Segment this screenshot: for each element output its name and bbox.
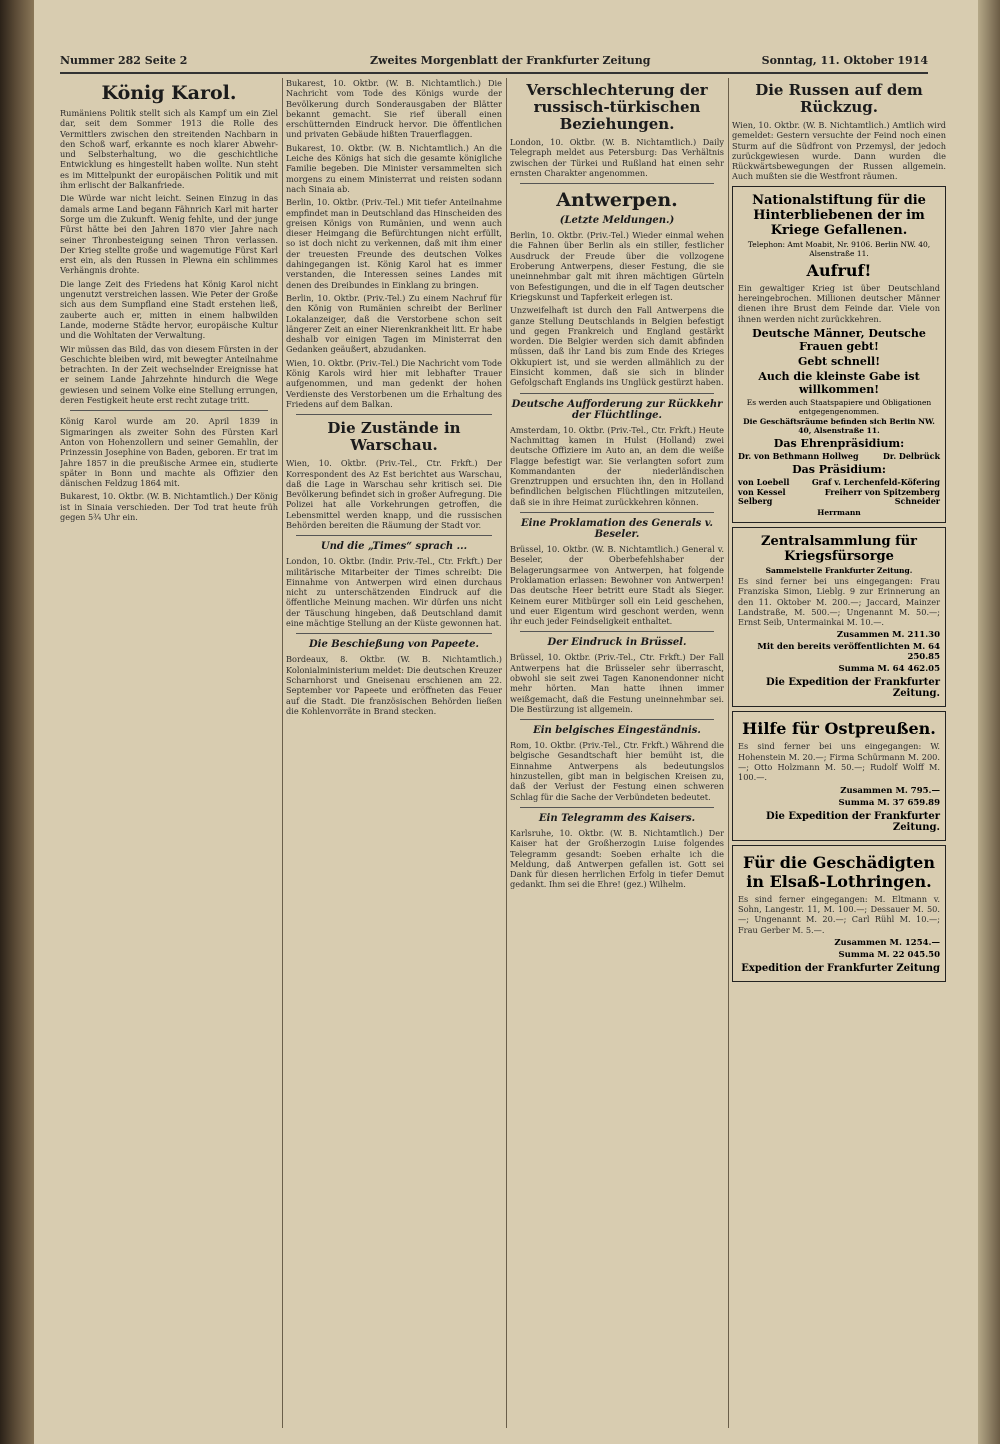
article-paragraph: Bukarest, 10. Oktbr. (W. B. Nichtamtlich.) Der König ist in Sinaia verschieden. Der Tod trat heute früh gegen 5¾ Uhr ein. [60, 491, 278, 522]
ad-name: Schneider [894, 496, 940, 507]
article-paragraph: Berlin, 10. Oktbr. (Priv.-Tel.) Mit tiefer Anteilnahme empfindet man in Deutschland das Hinscheiden des greisen Königs von Rumänien, und wenn auch dieser Heimgang die Befürchtungen nicht erfüllt, so ist doch nicht zu verkennen, daß mit ihm einer der treuesten Freunde des deutschen Volkes dahingegangen ist. König Karol hat es immer verstanden, die Interessen seines Landes mit denen des Dreibundes in Einklang zu bringen. [286, 197, 502, 290]
ad-text: Ein gewaltiger Krieg ist über Deutschland hereingebrochen. Millionen deutscher Männer dienen ihre Brust dem Feinde dar. Viele von ihnen werden nicht zurückkehren. [738, 282, 940, 324]
column-divider [728, 78, 729, 1428]
column-4 [732, 78, 946, 1428]
article-paragraph: Amsterdam, 10. Oktbr. (Priv.-Tel., Ctr. Frkft.) Heute Nachmittag kamen in Hulst (Holland) zwei deutsche Offiziere im Auto an, an dem die weiße Flagge befestigt war. Sie verlangten sofort zum Kommandanten der niederländischen Grenztruppen und ersuchten ihn, den in Holland befindlichen belgischen Flüchtlingen mitzuteilen, daß sie in ihre Heimat zurückkehren können. [510, 424, 724, 507]
ad-name: Graf v. Lerchenfeld-Köfering [811, 477, 940, 488]
ad-ostpreussen [732, 711, 946, 840]
article-paragraph: Die lange Zeit des Friedens hat König Karol nicht ungenutzt verstreichen lassen. Wie Peter der Große sich aus dem Sumpfland eine Stadt erstehen ließ, zauberte auch er, mitten in einem halbwilden Lande, moderne Städte hervor, europäische Kultur und die Wohltaten der Verwaltung. [60, 278, 278, 341]
ad-text: Es sind ferner bei uns eingegangen: W. Hohenstein M. 20.—; Firma Schürmann M. 200.—; Otto Holzmann M. 50.—; Rudolf Wolff M. 100.—. [738, 741, 940, 783]
masthead [60, 54, 928, 70]
ad-kriegsfuersorge [732, 527, 946, 707]
ad-name: von Kessel [738, 486, 786, 497]
ad-office: Die Geschäftsräume befinden sich Berlin NW. 40, Alsenstraße 11. [743, 416, 935, 435]
ad-honor-names [738, 452, 940, 462]
ad-presidium-heading: Das Präsidium: [792, 463, 886, 477]
headline-antwerpen: Antwerpen. [556, 189, 678, 212]
article-paragraph: Karlsruhe, 10. Oktbr. (W. B. Nichtamtlich.) Der Kaiser hat der Großherzogin Luise folgendes Telegramm gesandt: Soeben erhalte ich die Meldung, daß Antwerpen gefallen ist. Gott sei Dank für diesen herrlichen Erfolg in tiefer Demut gedankt. Ihm sei die Ehre! (gez.) Wilhelm. [510, 827, 724, 890]
ad-footer: Expedition der Frankfurter Zeitung [741, 962, 940, 974]
headline-warschau: Die Zustände in Warschau. [327, 419, 461, 455]
headline-russ-tuerk: Verschlechterung der russisch-türkischen Beziehungen. [526, 81, 708, 133]
ad-name: Freiherr von Spitzemberg [824, 486, 940, 497]
ad-name: Herrmann [817, 507, 861, 517]
ad-text: Es sind ferner bei uns eingegangen: Frau Franziska Simon, Lieblg. 9 zur Erinnerung an den 11. Oktober M. 200.—; Jaccard, Mainzer Landstraße, M. 500.—; Ungenannt M. 50.—; Ernst Seib, Untermainkai M. 10.—. [738, 575, 940, 628]
issue-number: Nummer 282 Seite 2 [60, 54, 188, 67]
article-paragraph: Wien, 10. Oktbr. (W. B. Nichtamtlich.) Amtlich wird gemeldet: Gestern versuchte der Feind noch einen Sturm auf die Südfront von Przemysl, der jedoch zurückgewiesen wurde. Dann wurden die Rückwärtsbewegungen der Russen allgemein. Auch mußten sie die Westfront räumen. [732, 120, 946, 182]
ad-appeal: Deutsche Männer, Deutsche Frauen gebt! [752, 326, 926, 353]
newspaper-title: Zweites Morgenblatt der Frankfurter Zeitung [370, 54, 651, 67]
ad-presidium-names [738, 497, 940, 507]
separator [520, 631, 714, 632]
article-paragraph: Die Würde war nicht leicht. Seinen Einzug in das damals arme Land begann Fähnrich Karl mit harter Sorge um die Zukunft. Wenig fehlte, und der junge Fürst hätte bei den Jahren 1870 vier Jahre nach seiner Thronbesteigung seinen Thron verlassen. Der Krieg stellte große und wagemutige Fürst Karl erst ein, als den Russen in Plewna ein schlimmes Verhängnis drohte. [60, 193, 278, 276]
article-paragraph: Rom, 10. Oktbr. (Priv.-Tel., Ctr. Frkft.) Während die belgische Gesandtschaft hier bemüht ist, die Einnahme Antwerpens als bedeutungslos hinzustellen, gibt man in belgischen Kreisen zu, daß der Verlust der Festung einen schweren Schlag für die Sache der Verbündeten bedeutet. [510, 740, 724, 802]
separator [520, 183, 714, 184]
ad-total: Zusammen M. 1254.— [834, 937, 940, 948]
ad-appeal: Auch die kleinste Gabe ist willkommen! [758, 369, 920, 396]
article-paragraph: Berlin, 10. Oktbr. (Priv.-Tel.) Zu einem Nachruf für den König von Rumänien schreibt der Berliner Lokalanzeiger, daß die Verstorbene schon seit längerer Zeit an einer Nierenkrankheit litt. Er habe deshalb vor einigen Tagen im Ministerrat den Gedanken geäußert, abzudanken. [286, 292, 502, 355]
column-3 [510, 78, 724, 1428]
ad-name: Dr. von Bethmann Hollweg [738, 450, 859, 461]
article-paragraph: Wien, 10. Oktbr. (Priv.-Tel., Ctr. Frkft.) Der Korrespondent des Az Est berichtet aus Warschau, daß die Lage in Warschau sehr kritisch sei. Die Bevölkerung befindet sich in großer Aufregung. Die Polizei hat alle Vorkehrungen getroffen, die Lebensmittel werden knapp, und die russischen Behörden bereiten die Räumung der Stadt vor. [286, 458, 502, 530]
ad-prev: Mit den bereits veröffentlichten M. 64 250.85 [757, 642, 940, 663]
article-paragraph: London, 10. Oktbr. (W. B. Nichtamtlich.) Daily Telegraph meldet aus Petersburg: Das Verhältnis zwischen der Türkei und Rußland hat einen sehr ernsten Charakter angenommen. [510, 137, 724, 178]
article-paragraph: Bordeaux, 8. Oktbr. (W. B. Nichtamtlich.) Kolonialministerium meldet: Die deutschen Kreuzer Scharnhorst und Gneisenau erschienen am 22. September vor Papeete und eröffneten das Feuer auf die Stadt. Die französischen Behörden ließen die Kohlenvorräte in Brand stecken. [286, 654, 502, 716]
separator [520, 807, 714, 808]
separator [296, 414, 492, 415]
ad-sum: Summa M. 37 659.89 [838, 797, 940, 808]
ad-sum: Summa M. 22 045.50 [838, 949, 940, 960]
ad-note: Es werden auch Staatspapiere und Obligationen entgegengenommen. [746, 397, 932, 416]
article-paragraph: Rumäniens Politik stellt sich als Kampf um ein Ziel dar, seit dem Sommer 1913 die Rolle des Vermittlers zwischen den streitenden Nachbarn in den Schoß warf, erkannte es noch klarer Abwehr- und Selbsterhaltung, wo die geschichtliche Entwicklung es hingestellt haben wollte. Nun steht es im Mittelpunkt der europäischen Politik und mit ihm erlischt der Balkanfriede. [60, 108, 278, 191]
ad-text: Es sind ferner eingegangen: M. Eltmann v. Sohn, Langestr. 11, M. 100.—; Dessauer M. 50.—; Ungenannt M. 20.—; Carl Rühl M. 10.—; Frau Gerber M. 5.—. [738, 893, 940, 935]
ad-title: Hilfe für Ostpreußen. [742, 719, 936, 739]
separator [520, 393, 714, 394]
headline-bruessel: Der Eindruck in Brüssel. [547, 637, 687, 649]
ad-total: Zusammen M. 795.— [840, 785, 940, 796]
headline-fluechtlinge: Deutsche Aufforderung zur Rückkehr der Flüchtlinge. [511, 398, 723, 421]
ad-contact: Telephon: Amt Moabit, Nr. 9106. Berlin NW. 40, Alsenstraße 11. [747, 239, 931, 258]
headline-times: Und die „Times“ sprach ... [320, 541, 468, 553]
ad-nationalstiftung [732, 186, 946, 523]
separator [520, 512, 714, 513]
headline-papeete: Die Beschießung von Papeete. [308, 639, 480, 651]
ad-honor-heading: Das Ehrenpräsidium: [773, 436, 905, 450]
separator [296, 633, 492, 634]
ad-title: Zentralsammlung für Kriegsfürsorge [760, 533, 918, 564]
article-paragraph: Bukarest, 10. Oktbr. (W. B. Nichtamtlich.) An die Leiche des Königs hat sich die gesamte königliche Familie begeben. Die Minister versammelten sich morgens zu einem Ministerrat und reisten sodann nach Sinaia ab. [286, 142, 502, 194]
masthead-rule [60, 72, 928, 74]
headline-rueckzug: Die Russen auf dem Rückzug. [755, 81, 923, 116]
headline-kaiser: Ein Telegramm des Kaisers. [538, 812, 696, 824]
ad-title: Für die Geschädigten in Elsaß-Lothringen. [743, 852, 935, 891]
separator [296, 535, 492, 536]
page-edge [978, 0, 1000, 1444]
ad-name: Dr. Delbrück [882, 450, 940, 461]
column-divider [506, 78, 507, 1428]
separator [520, 719, 714, 720]
column-2 [286, 78, 502, 1428]
headline-proklamation: Eine Proklamation des Generals v. Beseler. [520, 518, 714, 541]
headline-koenig-karol: König Karol. [101, 82, 237, 104]
article-paragraph: London, 10. Oktbr. (Indir. Priv.-Tel., Ctr. Frkft.) Der militärische Mitarbeiter der Times schreibt: Die Einnahme von Antwerpen wird einen durchaus nicht zu unterschätzenden Eindruck auf die öffentliche Meinung machen. Wir dürfen uns nicht der Täuschung hingeben, daß Deutschland damit eine mächtige Stellung an der Küste gewonnen hat. [286, 556, 502, 629]
book-binding [0, 0, 34, 1444]
ad-footer: Die Expedition der Frankfurter Zeitung. [766, 810, 940, 833]
article-paragraph: König Karol wurde am 20. April 1839 in Sigmaringen als zweiter Sohn des Fürsten Karl Anton von Hohenzollern und seiner Gemahlin, der Prinzessin Josephine von Baden, geboren. Er trat im Jahre 1857 in die preußische Armee ein, studierte später in Bonn und machte als Offizier den dänischen Feldzug 1864 mit. [60, 416, 278, 489]
article-paragraph: Brüssel, 10. Oktbr. (Priv.-Tel., Ctr. Frkft.) Der Fall Antwerpens hat die Brüsseler sehr überrascht, obwohl sie seit zwei Tagen Kanonendonner nicht mehr hörten. Man hatte ihnen immer weißgemacht, daß die Festung uneinnehmbar sei. Die Bestürzung ist allgemein. [510, 652, 724, 714]
article-paragraph: Berlin, 10. Oktbr. (Priv.-Tel.) Wieder einmal wehen die Fahnen über Berlin als ein stiller, festlicher Ausdruck der Freude über die vollzogene Eroberung Antwerpens, dieser Festung, die sie uneinnehmbar galt mit ihren mächtigen Gürteln von Befestigungen, und die in elf Tagen deutscher Kriegskunst und Tapferkeit erlegen ist. [510, 230, 724, 302]
ad-call: Aufruf! [806, 260, 872, 280]
article-paragraph: Brüssel, 10. Oktbr. (W. B. Nichtamtlich.) General v. Beseler, der Oberbefehlshaber der Belagerungsarmee von Antwerpen, hat folgende Proklamation erlassen: Bewohner von Antwerpen! Das deutsche Heer betritt eure Stadt als Sieger. Keinem eurer Mitbürger soll ein Leid geschehen, und euer Eigentum wird geschont werden, wenn ihr euch jeder Feindseligkeit enthaltet. [510, 544, 724, 627]
ad-sum: Summa M. 64 462.05 [838, 664, 940, 675]
ad-subtitle: Sammelstelle Frankfurter Zeitung. [765, 565, 913, 575]
ad-appeal: Gebt schnell! [797, 354, 881, 368]
ad-total: Zusammen M. 211.30 [836, 630, 940, 641]
ad-elsass-lothringen [732, 845, 946, 982]
ad-name: von Loebell [738, 477, 790, 488]
subheadline-letzte-meldungen: (Letzte Meldungen.) [559, 215, 675, 227]
issue-date: Sonntag, 11. Oktober 1914 [761, 54, 928, 67]
headline-eingestaendnis: Ein belgisches Eingeständnis. [533, 725, 701, 737]
ad-title: Nationalstiftung für die Hinterbliebenen der im Kriege Gefallenen. [752, 192, 926, 238]
ad-footer: Die Expedition der Frankfurter Zeitung. [766, 677, 940, 700]
article-paragraph: Bukarest, 10. Oktbr. (W. B. Nichtamtlich.) Die Nachricht vom Tode des Königs wurde der Bevölkerung durch Sonderausgaben der Blätter bekannt gemacht. Sie rief überall einen erschütternden Eindruck hervor. Die öffentlichen und privaten Gebäude hißten Trauerflaggen. [286, 78, 502, 140]
column-1 [60, 78, 278, 1428]
article-paragraph: Unzweifelhaft ist durch den Fall Antwerpens die ganze Stellung Deutschlands in Belgien befestigt und gegen Frankreich und England gestärkt worden. Die Belgier werden sich damit abfinden müssen, daß ihr Land bis zum Ende des Krieges Okkupiert ist, und sie werden allmählich zu der Einsicht kommen, daß sie sich in blinder Gefolgschaft Englands ins Unglück gestürzt haben. [510, 305, 724, 388]
article-paragraph: Wien, 10. Oktbr. (Priv.-Tel.) Die Nachricht vom Tode König Karols wird hier mit lebhafter Trauer aufgenommen, und man gedenkt der hohen Verdienste des Verstorbenen um die Erhaltung des Friedens auf dem Balkan. [286, 357, 502, 409]
column-divider [282, 78, 283, 1428]
article-paragraph: Wir müssen das Bild, das von diesem Fürsten in der Geschichte bleiben wird, mit bewegter Anteilnahme betrachten. In der Zeit wechselnder Ereignisse hat er seinem Lande Jahrzehnte hindurch die Wege gewiesen und seinem Volke eine Stellung errungen, deren Festigkeit heute erst recht zutage tritt. [60, 343, 278, 406]
ad-name: Selberg [738, 496, 773, 507]
separator [70, 410, 268, 411]
